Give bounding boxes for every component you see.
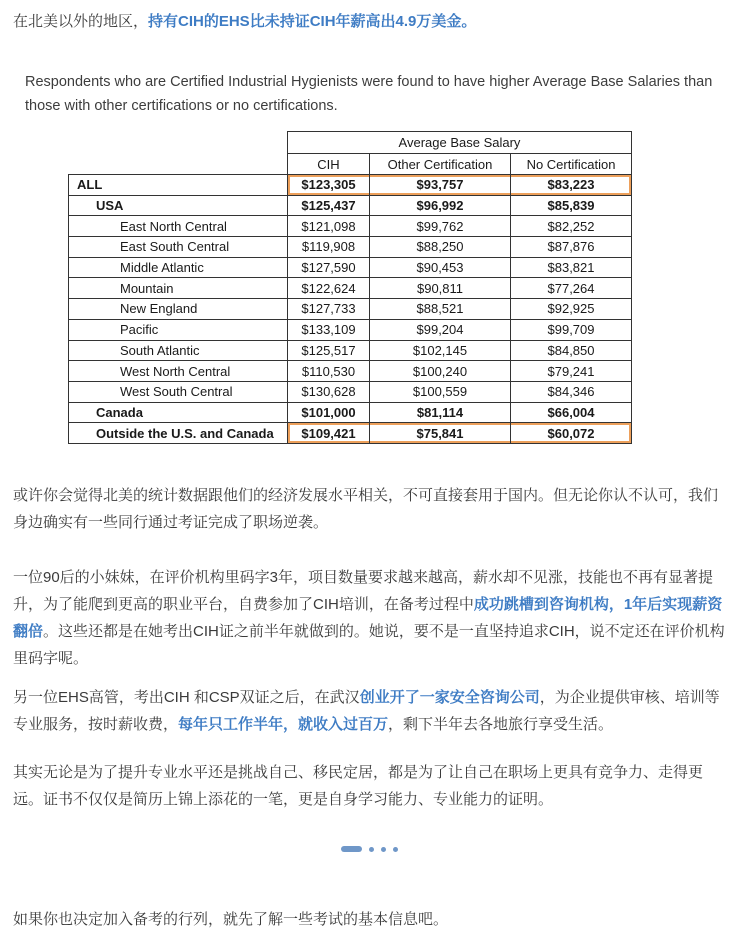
row-label: ALL bbox=[69, 175, 288, 196]
divider-dash-icon bbox=[341, 846, 362, 852]
salary-value: $84,346 bbox=[511, 381, 632, 402]
row-label: South Atlantic bbox=[69, 340, 288, 361]
salary-value: $84,850 bbox=[511, 340, 632, 361]
emphasized-text: 持有CIH的EHS比未持证CIH年薪高出4.9万美金。 bbox=[148, 13, 477, 30]
salary-value: $83,223 bbox=[511, 175, 632, 196]
text-segment: 在北美以外的地区， bbox=[13, 13, 149, 30]
row-label: East South Central bbox=[69, 237, 288, 258]
closing-paragraph: 如果你也决定加入备考的行列，就先了解一些考试的基本信息吧。 bbox=[13, 911, 449, 928]
column-header-no-certification: No Certification bbox=[511, 154, 632, 175]
row-label: USA bbox=[69, 195, 288, 216]
row-label: Mountain bbox=[69, 278, 288, 299]
salary-value: $123,305 bbox=[288, 175, 370, 196]
salary-value: $119,908 bbox=[288, 237, 370, 258]
salary-value: $93,757 bbox=[370, 175, 511, 196]
salary-value: $82,252 bbox=[511, 216, 632, 237]
salary-value: $60,072 bbox=[511, 423, 632, 444]
salary-value: $90,453 bbox=[370, 257, 511, 278]
column-header-cih: CIH bbox=[288, 154, 370, 175]
paragraph-conclusion bbox=[13, 759, 727, 813]
salary-value: $122,624 bbox=[288, 278, 370, 299]
row-label: East North Central bbox=[69, 216, 288, 237]
table-blank-cell bbox=[69, 154, 288, 175]
row-label: West South Central bbox=[69, 381, 288, 402]
table-row bbox=[69, 216, 632, 237]
paragraph-story-2 bbox=[13, 684, 727, 738]
table-row bbox=[69, 237, 632, 258]
text-segment: ，为企业提供审核、培训等专业服务，按时薪收费， bbox=[13, 689, 720, 733]
table-row bbox=[69, 175, 632, 196]
salary-value: $88,250 bbox=[370, 237, 511, 258]
table-group-header-row bbox=[69, 132, 632, 154]
salary-table bbox=[68, 131, 632, 444]
text-segment: 。这些还都是在她考出CIH证之前半年就做到的。她说，要不是一直坚持追求CIH，说不定还在评价机构里码字呢。 bbox=[13, 623, 725, 667]
column-header-other-certification: Other Certification bbox=[370, 154, 511, 175]
table-group-header: Average Base Salary bbox=[288, 132, 632, 154]
salary-value: $130,628 bbox=[288, 381, 370, 402]
table-blank-cell bbox=[69, 132, 288, 154]
table-row bbox=[69, 340, 632, 361]
salary-value: $96,992 bbox=[370, 195, 511, 216]
table-caption bbox=[25, 70, 715, 118]
text-segment: 其实无论是为了提升专业水平还是挑战自己、移民定居，都是为了让自己在职场上更具有竞争力、走得更远。证书不仅仅是简历上锦上添花的一笔，更是自身学习能力、专业能力的证明。 bbox=[13, 764, 704, 808]
salary-value: $133,109 bbox=[288, 319, 370, 340]
table-row bbox=[69, 257, 632, 278]
table-row bbox=[69, 423, 632, 444]
salary-value: $125,517 bbox=[288, 340, 370, 361]
table-row bbox=[69, 195, 632, 216]
salary-value: $109,421 bbox=[288, 423, 370, 444]
salary-table-figure bbox=[68, 131, 632, 444]
salary-value: $121,098 bbox=[288, 216, 370, 237]
row-label: New England bbox=[69, 299, 288, 320]
salary-value: $75,841 bbox=[370, 423, 511, 444]
table-row bbox=[69, 361, 632, 382]
table-caption-line1: Respondents who are Certified Industrial Hygienists were found to have higher Average Base Salaries than bbox=[25, 74, 713, 90]
salary-value: $125,437 bbox=[288, 195, 370, 216]
text-segment: 或许你会觉得北美的统计数据跟他们的经济发展水平相关，不可直接套用于国内。但无论你认不认可，我们身边确实有一些同行通过考证完成了职场逆袭。 bbox=[13, 487, 719, 531]
text-segment: 一位90后的小妹妹，在评价机构里码字3年，项目数量要求越来越高，薪水却不见涨，技能也不再有显著提升，为了能爬到更高的职业平台，自费参加了CIH培训，在备考过程中 bbox=[13, 569, 714, 613]
salary-value: $66,004 bbox=[511, 402, 632, 423]
table-row bbox=[69, 402, 632, 423]
divider-dot-icon bbox=[369, 847, 374, 852]
salary-value: $102,145 bbox=[370, 340, 511, 361]
salary-value: $88,521 bbox=[370, 299, 511, 320]
salary-value: $127,733 bbox=[288, 299, 370, 320]
table-row bbox=[69, 299, 632, 320]
salary-value: $101,000 bbox=[288, 402, 370, 423]
table-row bbox=[69, 278, 632, 299]
salary-value: $92,925 bbox=[511, 299, 632, 320]
paragraph-commentary bbox=[13, 482, 727, 536]
text-segment: ，剩下半年去各地旅行享受生活。 bbox=[388, 716, 614, 733]
salary-value: $87,876 bbox=[511, 237, 632, 258]
salary-value: $99,762 bbox=[370, 216, 511, 237]
emphasized-text: 创业开了一家安全咨询公司 bbox=[359, 689, 540, 706]
table-column-header-row bbox=[69, 154, 632, 175]
row-label: West North Central bbox=[69, 361, 288, 382]
salary-value: $99,204 bbox=[370, 319, 511, 340]
row-label: Pacific bbox=[69, 319, 288, 340]
emphasized-text: 每年只工作半年，就收入过百万 bbox=[178, 716, 389, 733]
salary-value: $127,590 bbox=[288, 257, 370, 278]
table-row bbox=[69, 381, 632, 402]
row-label: Outside the U.S. and Canada bbox=[69, 423, 288, 444]
salary-value: $99,709 bbox=[511, 319, 632, 340]
paragraph-story-1 bbox=[13, 564, 727, 672]
salary-value: $81,114 bbox=[370, 402, 511, 423]
divider-dot-icon bbox=[393, 847, 398, 852]
row-label: Middle Atlantic bbox=[69, 257, 288, 278]
section-divider bbox=[0, 841, 739, 857]
salary-value: $100,559 bbox=[370, 381, 511, 402]
salary-value: $110,530 bbox=[288, 361, 370, 382]
salary-value: $77,264 bbox=[511, 278, 632, 299]
divider-dot-icon bbox=[381, 847, 386, 852]
table-caption-line2: those with other certifications or no certifications. bbox=[25, 98, 338, 114]
salary-value: $79,241 bbox=[511, 361, 632, 382]
text-segment: 另一位EHS高管，考出CIH 和CSP双证之后，在武汉 bbox=[13, 689, 360, 706]
intro-paragraph bbox=[13, 8, 727, 35]
table-row bbox=[69, 319, 632, 340]
emphasized-text: 成功跳槽到咨询机构，1年后实现薪资翻倍 bbox=[13, 596, 723, 640]
salary-value: $85,839 bbox=[511, 195, 632, 216]
salary-value: $90,811 bbox=[370, 278, 511, 299]
salary-value: $100,240 bbox=[370, 361, 511, 382]
salary-value: $83,821 bbox=[511, 257, 632, 278]
row-label: Canada bbox=[69, 402, 288, 423]
